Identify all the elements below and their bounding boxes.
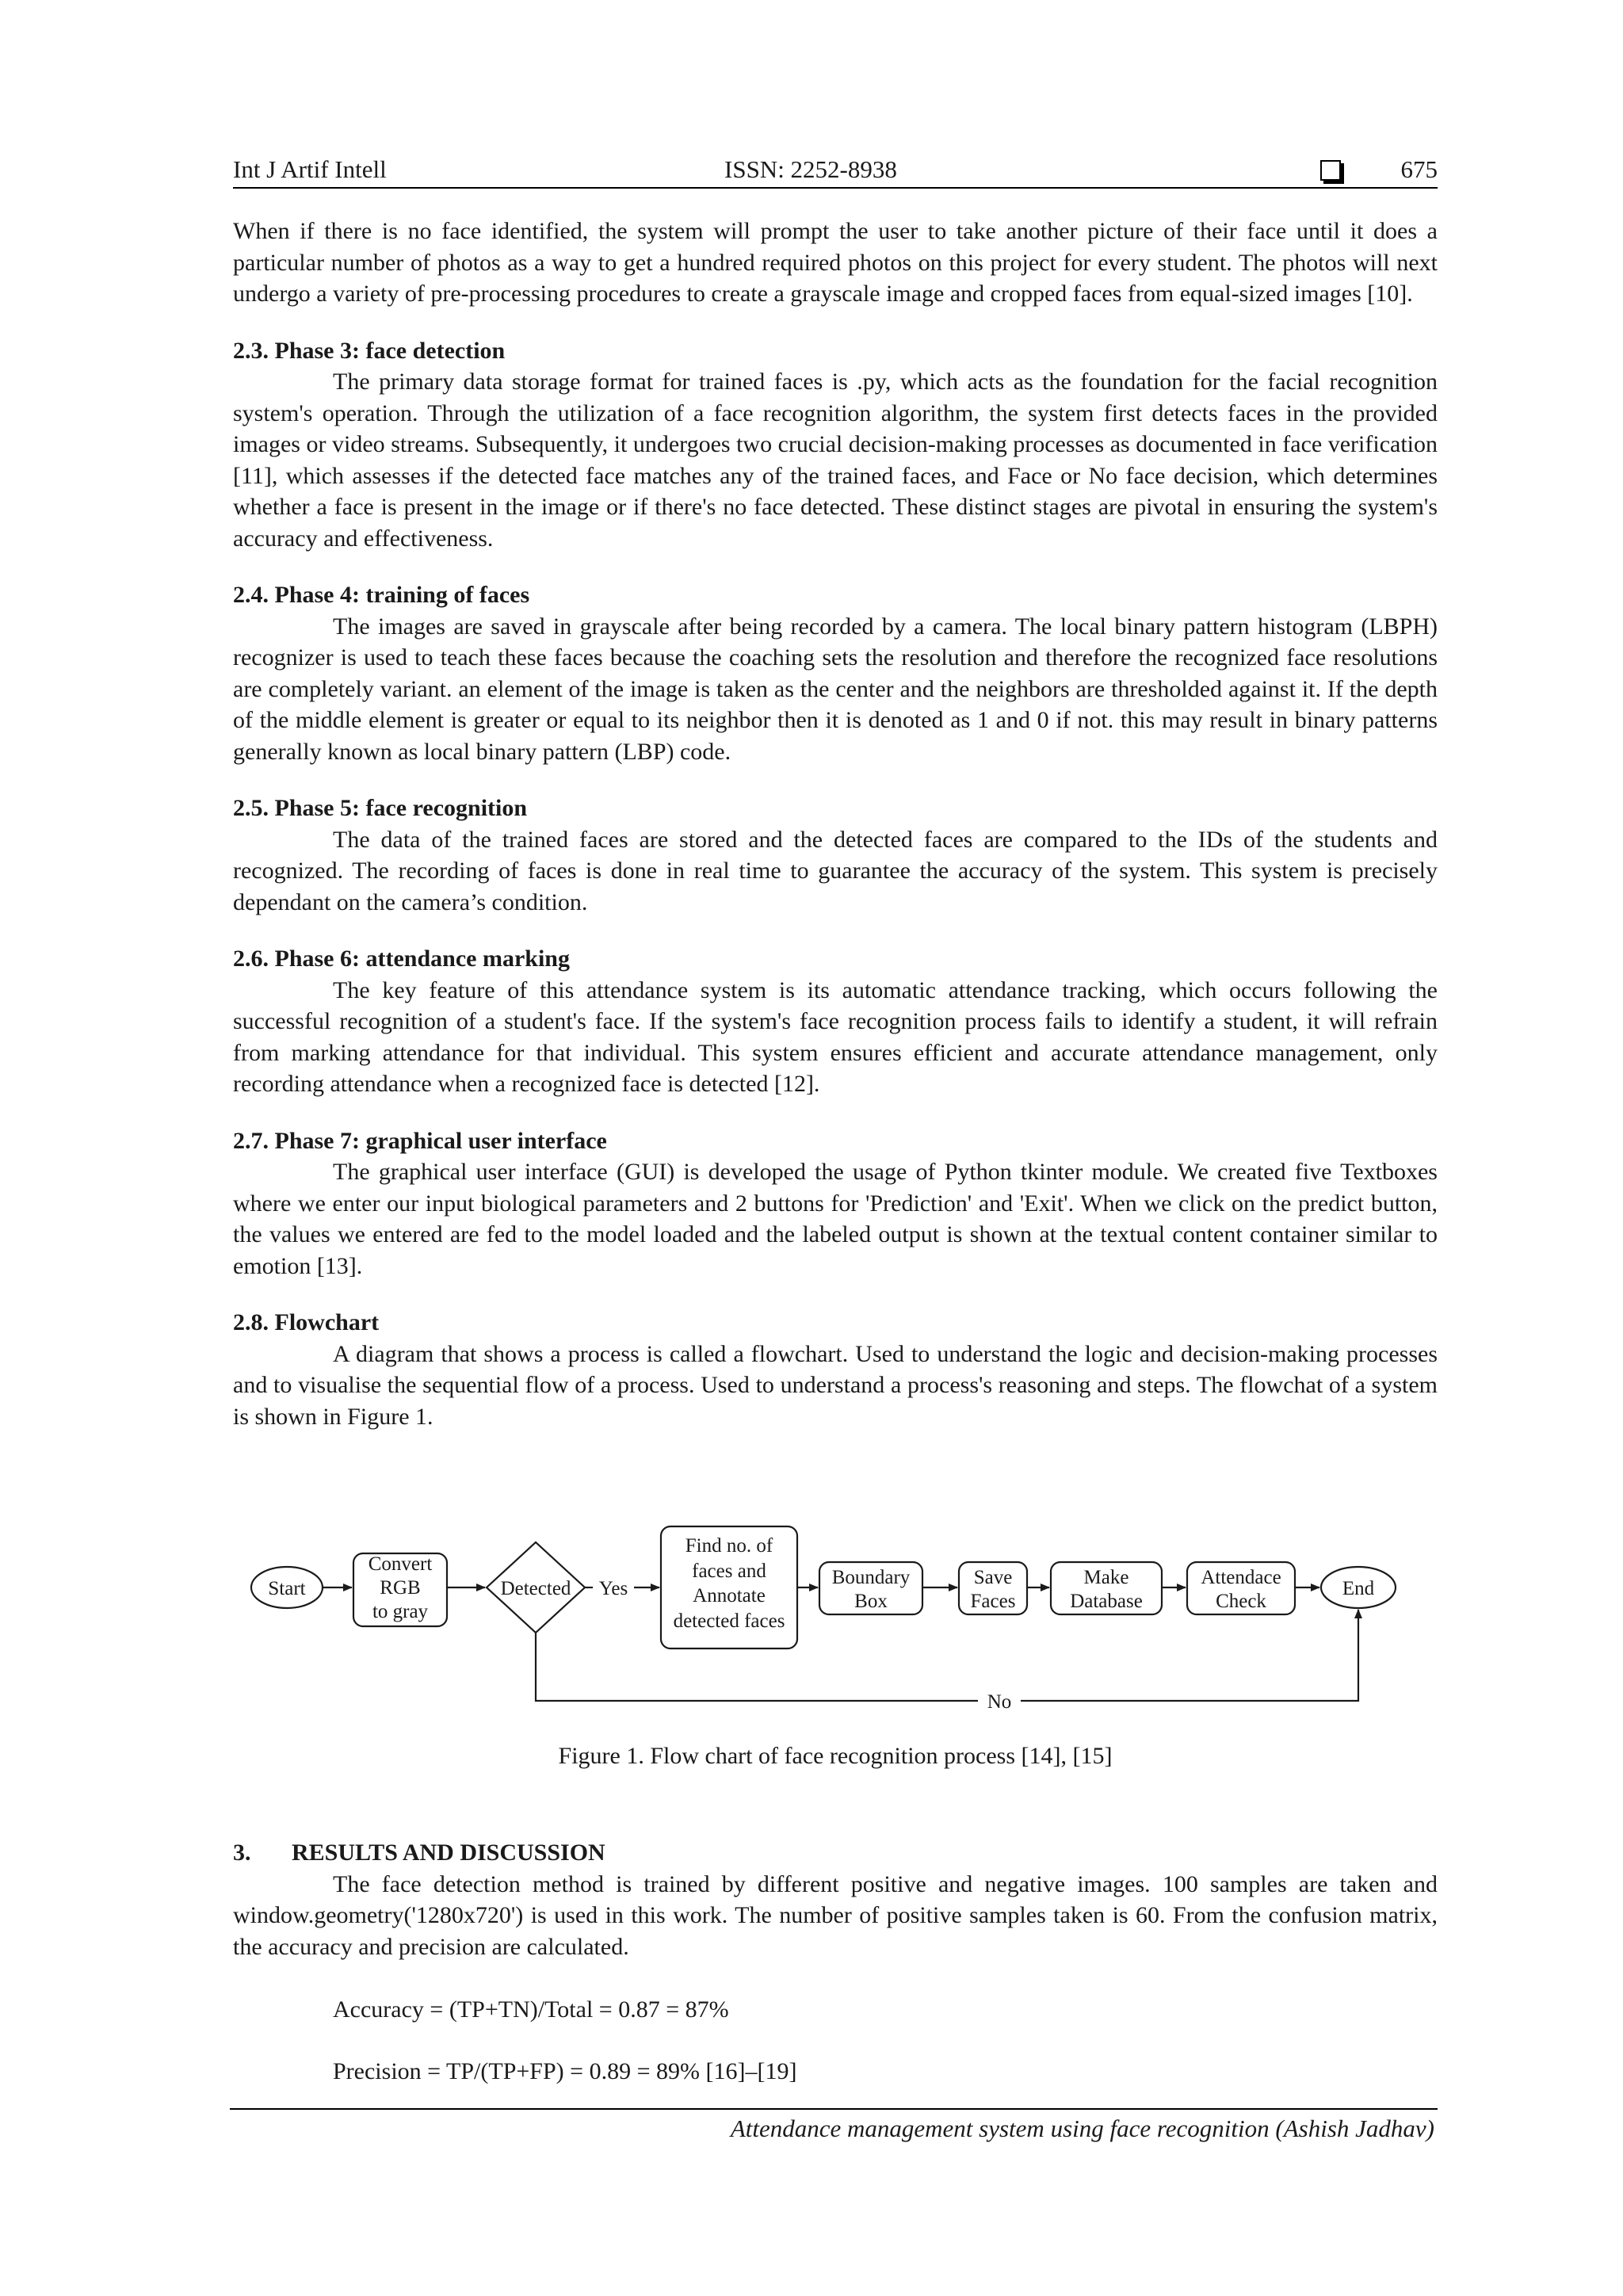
running-title: Attendance management system using face recognition (Ashish Jadhav) <box>730 2115 1434 2142</box>
page-header <box>233 155 1438 189</box>
yes-label: Yes <box>598 1578 628 1599</box>
equation-precision: Precision = TP/(TP+FP) = 0.89 = 89% [16]–[19] <box>333 2058 797 2084</box>
section-heading: 2.5. Phase 5: face recognition <box>233 795 528 821</box>
section-title: RESULTS AND DISCUSSION <box>292 1839 605 1866</box>
convert-label-3: to gray <box>372 1601 429 1622</box>
section-phase-3 <box>233 335 1438 555</box>
convert-label-1: Convert <box>368 1553 433 1575</box>
arrow-no-path-left <box>536 1633 978 1701</box>
section-phase-5 <box>233 793 1438 918</box>
section-heading: 2.3. Phase 3: face detection <box>233 337 506 364</box>
attendance-label-1: Attendace <box>1201 1567 1281 1588</box>
detected-label: Detected <box>500 1578 571 1599</box>
boundary-label-2: Box <box>854 1591 888 1612</box>
flowchart-diagram <box>233 1519 1438 1725</box>
results-heading <box>233 1837 1438 1869</box>
save-label-1: Save <box>973 1567 1013 1588</box>
section-phase-4 <box>233 579 1438 767</box>
find-label-1: Find no. of <box>685 1535 773 1557</box>
body-text <box>233 216 1438 1432</box>
no-label: No <box>987 1691 1012 1713</box>
equation-accuracy: Accuracy = (TP+TN)/Total = 0.87 = 87% <box>333 1996 729 2023</box>
page-number: 675 <box>1400 155 1438 183</box>
section-flowchart <box>233 1307 1438 1432</box>
convert-label-2: RGB <box>380 1577 421 1599</box>
find-label-3: Annotate <box>693 1585 766 1606</box>
page-footer <box>230 2108 1438 2142</box>
results-paragraph: The face detection method is trained by different positive and negative images. 100 samples are taken and window.geometry('1280x720') is used in this work. The number of positive samples taken is 60. From the confusion matrix, the accuracy and precision are calculated. <box>233 1870 1438 1960</box>
issn: ISSN: 2252-8938 <box>724 155 897 183</box>
square-icon <box>1320 160 1341 181</box>
arrow-no-path-right <box>1021 1610 1358 1701</box>
section-paragraph: The key feature of this attendance system is its automatic attendance tracking, which occurs following the successful recognition of a student's face. If the system's face recognition process fails to identify a student, it will refrain from marking attendance for that individual. This system ensures efficient and accurate attendance management, only recording attendance when a recognized face is detected [12]. <box>233 976 1438 1097</box>
section-paragraph: The images are saved in grayscale after being recorded by a camera. The local binary pattern histogram (LBPH) recognizer is used to teach these faces because the coaching sets the resolution and therefore the recognized face resolutions are completely variant. an element of the image is taken as the center and the neighbors are thresholded against it. If the depth of the middle element is greater or equal to its neighbor then it is denoted as 1 and 0 if not. this may result in binary patterns generally known as local binary pattern (LBP) code. <box>233 613 1438 765</box>
find-label-2: faces and <box>692 1561 766 1582</box>
section-heading: 2.7. Phase 7: graphical user interface <box>233 1127 607 1154</box>
database-label-2: Database <box>1070 1591 1143 1612</box>
section-paragraph: A diagram that shows a process is called a flowchart. Used to understand the logic and decision-making processes and to visualise the sequential flow of a process. Used to understand a process's reasoning and steps. The flowchat of a system is shown in Figure 1. <box>233 1340 1438 1430</box>
intro-paragraph: When if there is no face identified, the system will prompt the user to take another picture of their face until it does a particular number of photos as a way to get a hundred required photos on this project for every student. The photos will next undergo a variety of pre-processing procedures to create a grayscale image and cropped faces from equal-sized images [10]. <box>233 218 1438 307</box>
attendance-label-2: Check <box>1216 1591 1266 1612</box>
find-label-4: detected faces <box>673 1610 785 1632</box>
section-paragraph: The graphical user interface (GUI) is developed the usage of Python tkinter module. We created five Textboxes where we enter our input biological parameters and 2 buttons for 'Prediction' and 'Exit'. When we click on the predict button, the values we entered are fed to the model loaded and the labeled output is shown at the textual content container similar to emotion [13]. <box>233 1159 1438 1279</box>
figure-caption: Figure 1. Flow chart of face recognition process [14], [15] <box>558 1743 1113 1769</box>
boundary-label-1: Boundary <box>831 1567 911 1588</box>
database-label-1: Make <box>1083 1567 1129 1588</box>
section-phase-7 <box>233 1125 1438 1282</box>
start-label: Start <box>268 1578 306 1599</box>
section-phase-6 <box>233 943 1438 1100</box>
section-heading: 2.4. Phase 4: training of faces <box>233 582 530 608</box>
end-label: End <box>1342 1578 1375 1599</box>
journal-name: Int J Artif Intell <box>233 155 387 183</box>
section-number: 3. <box>233 1839 251 1866</box>
save-label-2: Faces <box>970 1591 1016 1612</box>
section-heading: 2.8. Flowchart <box>233 1309 380 1335</box>
section-paragraph: The data of the trained faces are stored and the detected faces are compared to the IDs of the students and recognized. The recording of faces is done in real time to guarantee the accuracy of the system. This system is precisely dependant on the camera’s condition. <box>233 826 1438 915</box>
figure-1 <box>233 1519 1438 1725</box>
results-section <box>233 1837 1438 2088</box>
section-paragraph: The primary data storage format for trained faces is .py, which acts as the foundation for the facial recognition system's operation. Through the utilization of a face recognition algorithm, the system first detects faces in the provided images or video streams. Subsequently, it undergoes two crucial decision-making processes as documented in face verification [11], which assesses if the detected face matches any of the trained faces, and Face or No face decision, which determines whether a face is present in the image or if there's no face detected. These distinct stages are pivotal in ensuring the system's accuracy and effectiveness. <box>233 369 1438 552</box>
section-heading: 2.6. Phase 6: attendance marking <box>233 946 570 972</box>
